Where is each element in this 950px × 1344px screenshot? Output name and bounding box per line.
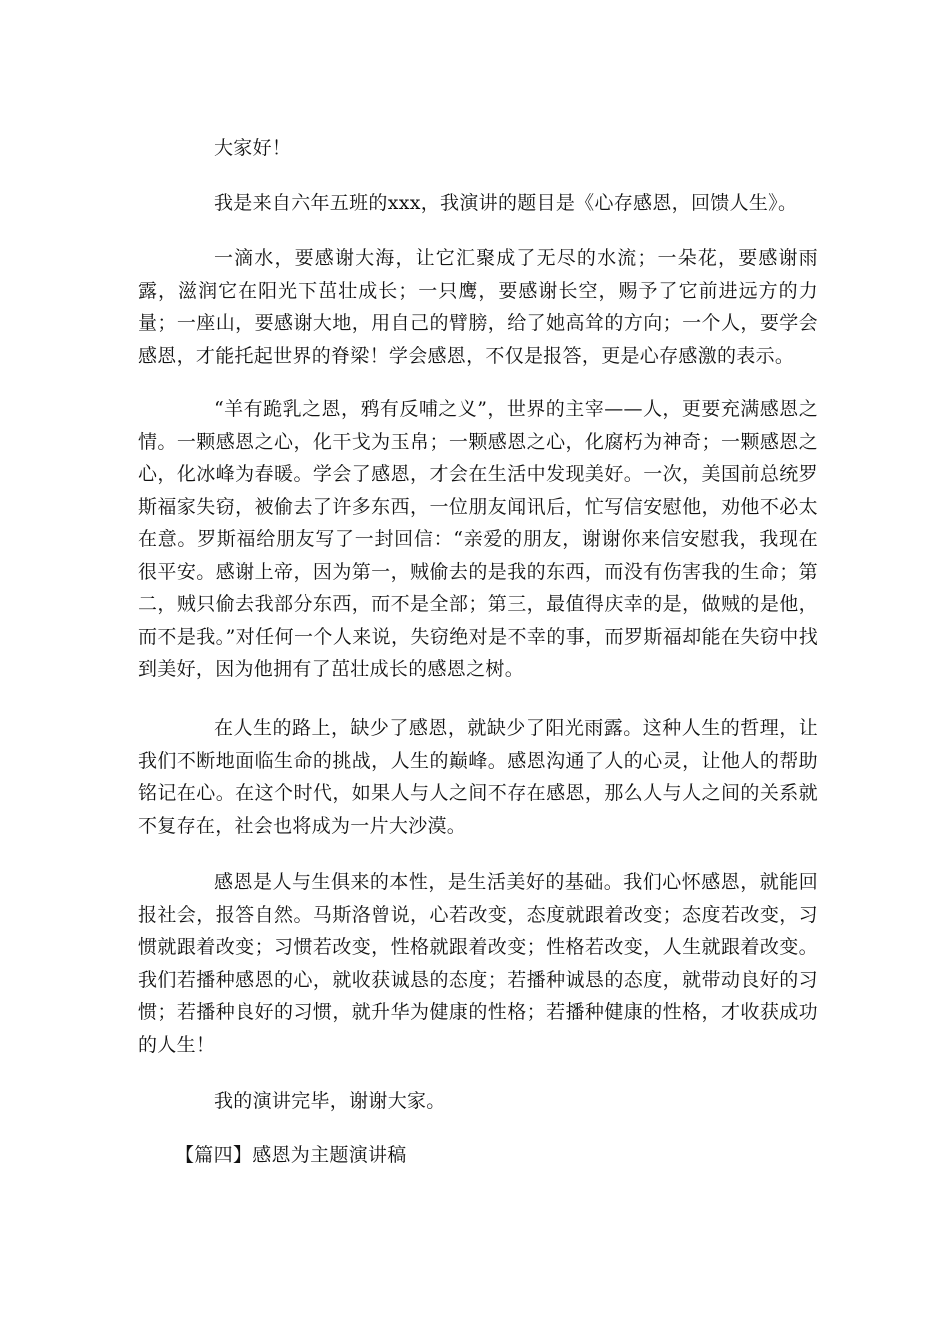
body-paragraph-4: 感恩是人与生俱来的本性，是生活美好的基础。我们心怀感恩，就能回报社会，报答自然。马斯洛曾说，心若改变，态度就跟着改变；态度若改变，习惯就跟着改变；习惯若改变，性格就跟着改变；性格若改变，人生就跟着改变。我们若播种感恩的心，就收获诚恳的态度；若播种诚恳的态度，就带动良好的习惯；若播种良好的习惯，就升华为健康的性格；若播种健康的性格，才收获成功的人生！ bbox=[138, 871, 818, 1056]
body-paragraph-2: “羊有跪乳之恩，鸦有反哺之义”，世界的主宰——人，更要充满感恩之情。一颗感恩之心，化干戈为玉帛；一颗感恩之心，化腐朽为神奇；一颗感恩之心，化冰峰为春暖。学会了感恩，才会在生活中发现美好。一次，美国前总统罗斯福家失窃，被偷去了许多东西，一位朋友闻讯后，忙写信安慰他，劝他不必太在意。罗斯福给朋友写了一封回信：“亲爱的朋友，谢谢你来信安慰我，我现在很平安。感谢上帝，因为第一，贼偷去的是我的东西，而没有伤害我的生命；第二，贼只偷去我部分东西，而不是全部；第三，最值得庆幸的是，做贼的是他，而不是我。”对任何一个人来说，失窃绝对是不幸的事，而罗斯福却能在失窃中找到美好，因为他拥有了茁壮成长的感恩之树。 bbox=[138, 398, 818, 680]
section-heading: 【篇四】感恩为主题演讲稿 bbox=[175, 1144, 407, 1166]
body-paragraph-1: 一滴水，要感谢大海，让它汇聚成了无尽的水流；一朵花，要感谢雨露，滋润它在阳光下茁壮成长；一只鹰，要感谢长空，赐予了它前进远方的力量；一座山，要感谢大地，用自己的臂膀，给了她高耸的方向；一个人，要学会感恩，才能托起世界的脊梁！学会感恩，不仅是报答，更是心存感激的表示。 bbox=[138, 247, 818, 367]
intro-paragraph: 我是来自六年五班的xxx，我演讲的题目是《心存感恩，回馈人生》。 bbox=[214, 192, 798, 214]
body-paragraph-3: 在人生的路上，缺少了感恩，就缺少了阳光雨露。这种人生的哲理，让我们不断地面临生命的挑战，人生的巅峰。感恩沟通了人的心灵，让他人的帮助铭记在心。在这个时代，如果人与人之间不存在感恩，那么人与人之间的关系就不复存在，社会也将成为一片大沙漠。 bbox=[138, 717, 818, 837]
greeting-paragraph: 大家好！ bbox=[214, 137, 292, 159]
closing-paragraph: 我的演讲完毕，谢谢大家。 bbox=[214, 1090, 446, 1112]
